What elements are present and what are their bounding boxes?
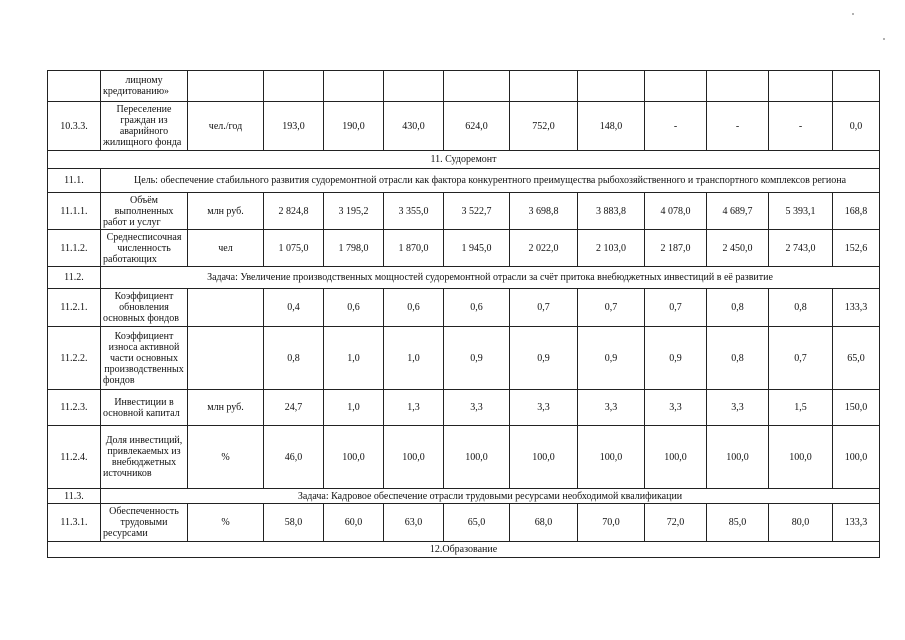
value-cell: 58,0 bbox=[264, 504, 324, 542]
value-cell: 2 743,0 bbox=[769, 230, 833, 267]
value-cell: 85,0 bbox=[707, 504, 769, 542]
value-cell: 1,0 bbox=[324, 327, 384, 390]
value-cell bbox=[578, 71, 645, 102]
value-cell: 72,0 bbox=[645, 504, 707, 542]
value-cell: - bbox=[645, 102, 707, 151]
table-row bbox=[48, 71, 880, 102]
row-name: Обеспеченность трудовыми ресурсами bbox=[101, 504, 188, 542]
row-name: Объём выполненных работ и услуг bbox=[101, 193, 188, 230]
row-code: 11.2.4. bbox=[48, 426, 101, 489]
value-cell: 3,3 bbox=[444, 390, 510, 426]
value-cell: 624,0 bbox=[444, 102, 510, 151]
row-unit: млн руб. bbox=[188, 193, 264, 230]
row-name: Доля инвестиций, привлекаемых из внебюджетных источников bbox=[101, 426, 188, 489]
row-unit bbox=[188, 327, 264, 390]
value-cell: 133,3 bbox=[833, 289, 880, 327]
table-row bbox=[48, 102, 880, 151]
row-name: Среднесписочная численность работающих bbox=[101, 230, 188, 267]
row-code: 11.1.2. bbox=[48, 230, 101, 267]
value-cell: 0,6 bbox=[384, 289, 444, 327]
table-row bbox=[48, 230, 880, 267]
value-cell: 0,8 bbox=[264, 327, 324, 390]
value-cell: 0,6 bbox=[444, 289, 510, 327]
row-unit bbox=[188, 71, 264, 102]
table-row bbox=[48, 426, 880, 489]
row-code: 10.3.3. bbox=[48, 102, 101, 151]
section-title-row bbox=[48, 542, 880, 558]
value-cell: 24,7 bbox=[264, 390, 324, 426]
value-cell: 3 355,0 bbox=[384, 193, 444, 230]
value-cell: 4 689,7 bbox=[707, 193, 769, 230]
value-cell: 3,3 bbox=[578, 390, 645, 426]
value-cell: 100,0 bbox=[324, 426, 384, 489]
value-cell: 2 824,8 bbox=[264, 193, 324, 230]
value-cell: 148,0 bbox=[578, 102, 645, 151]
section-title: 11. Судоремонт bbox=[48, 151, 880, 169]
scan-speck bbox=[852, 13, 854, 15]
task-code: 11.3. bbox=[48, 489, 101, 504]
value-cell: 3 522,7 bbox=[444, 193, 510, 230]
value-cell: 0,7 bbox=[769, 327, 833, 390]
row-name: Коэффициент обновления основных фондов bbox=[101, 289, 188, 327]
value-cell: 2 103,0 bbox=[578, 230, 645, 267]
value-cell: 193,0 bbox=[264, 102, 324, 151]
value-cell: 0,9 bbox=[510, 327, 578, 390]
section-title: 12.Образование bbox=[48, 542, 880, 558]
table-row bbox=[48, 327, 880, 390]
value-cell: 2 187,0 bbox=[645, 230, 707, 267]
value-cell: 1 075,0 bbox=[264, 230, 324, 267]
value-cell: - bbox=[769, 102, 833, 151]
value-cell: 0,9 bbox=[645, 327, 707, 390]
goal-text: Цель: обеспечение стабильного развития судоремонтной отрасли как фактора конкурентного преимущества рыбохозяйственного и транспортного комплексов региона bbox=[101, 169, 880, 193]
task-text: Задача: Кадровое обеспечение отрасли трудовыми ресурсами необходимой квалификации bbox=[101, 489, 880, 504]
row-unit: % bbox=[188, 426, 264, 489]
value-cell: 100,0 bbox=[444, 426, 510, 489]
value-cell: 5 393,1 bbox=[769, 193, 833, 230]
value-cell: 0,4 bbox=[264, 289, 324, 327]
value-cell: 0,6 bbox=[324, 289, 384, 327]
value-cell: 150,0 bbox=[833, 390, 880, 426]
value-cell: 0,9 bbox=[578, 327, 645, 390]
table-row bbox=[48, 390, 880, 426]
goal-row bbox=[48, 169, 880, 193]
value-cell: 3,3 bbox=[645, 390, 707, 426]
row-code: 11.1.1. bbox=[48, 193, 101, 230]
value-cell: 100,0 bbox=[510, 426, 578, 489]
value-cell: 70,0 bbox=[578, 504, 645, 542]
table-row bbox=[48, 504, 880, 542]
row-code: 11.2.1. bbox=[48, 289, 101, 327]
value-cell: 152,6 bbox=[833, 230, 880, 267]
value-cell: 100,0 bbox=[645, 426, 707, 489]
value-cell: 1 870,0 bbox=[384, 230, 444, 267]
row-code: 11.2.2. bbox=[48, 327, 101, 390]
value-cell bbox=[444, 71, 510, 102]
value-cell: 168,8 bbox=[833, 193, 880, 230]
value-cell: 3 195,2 bbox=[324, 193, 384, 230]
value-cell: 133,3 bbox=[833, 504, 880, 542]
value-cell: 1,0 bbox=[324, 390, 384, 426]
value-cell: 1,0 bbox=[384, 327, 444, 390]
row-name: Переселение граждан из аварийного жилищного фонда bbox=[101, 102, 188, 151]
value-cell bbox=[384, 71, 444, 102]
value-cell: 190,0 bbox=[324, 102, 384, 151]
value-cell: 0,0 bbox=[833, 102, 880, 151]
row-name: Коэффициент износа активной части основных производственных фондов bbox=[101, 327, 188, 390]
value-cell: 0,7 bbox=[645, 289, 707, 327]
value-cell bbox=[264, 71, 324, 102]
task-text: Задача: Увеличение производственных мощностей судоремонтной отрасли за счёт притока внебюджетных инвестиций в её развитие bbox=[101, 267, 880, 289]
value-cell: 1 798,0 bbox=[324, 230, 384, 267]
scan-speck bbox=[883, 38, 885, 40]
value-cell: 2 450,0 bbox=[707, 230, 769, 267]
value-cell: 100,0 bbox=[769, 426, 833, 489]
value-cell: 46,0 bbox=[264, 426, 324, 489]
value-cell: 100,0 bbox=[707, 426, 769, 489]
value-cell: 1 945,0 bbox=[444, 230, 510, 267]
goal-code: 11.1. bbox=[48, 169, 101, 193]
value-cell: 3 883,8 bbox=[578, 193, 645, 230]
value-cell: 3,3 bbox=[707, 390, 769, 426]
value-cell: 3,3 bbox=[510, 390, 578, 426]
value-cell bbox=[324, 71, 384, 102]
task-row bbox=[48, 267, 880, 289]
value-cell: 430,0 bbox=[384, 102, 444, 151]
row-code: 11.3.1. bbox=[48, 504, 101, 542]
row-name: Инвестиции в основной капитал bbox=[101, 390, 188, 426]
value-cell bbox=[510, 71, 578, 102]
value-cell: 65,0 bbox=[833, 327, 880, 390]
value-cell: 1,5 bbox=[769, 390, 833, 426]
value-cell: 100,0 bbox=[578, 426, 645, 489]
value-cell bbox=[707, 71, 769, 102]
table-row bbox=[48, 289, 880, 327]
value-cell: 752,0 bbox=[510, 102, 578, 151]
row-code bbox=[48, 71, 101, 102]
task-code: 11.2. bbox=[48, 267, 101, 289]
value-cell: 0,9 bbox=[444, 327, 510, 390]
value-cell: 68,0 bbox=[510, 504, 578, 542]
value-cell: 4 078,0 bbox=[645, 193, 707, 230]
row-unit bbox=[188, 289, 264, 327]
row-unit: чел bbox=[188, 230, 264, 267]
value-cell: 3 698,8 bbox=[510, 193, 578, 230]
value-cell: 100,0 bbox=[833, 426, 880, 489]
row-name: лицному кредитованию» bbox=[101, 71, 188, 102]
row-code: 11.2.3. bbox=[48, 390, 101, 426]
section-title-row bbox=[48, 151, 880, 169]
row-unit: чел./год bbox=[188, 102, 264, 151]
value-cell: 80,0 bbox=[769, 504, 833, 542]
indicators-table bbox=[47, 70, 880, 558]
value-cell: 1,3 bbox=[384, 390, 444, 426]
row-unit: % bbox=[188, 504, 264, 542]
value-cell: 60,0 bbox=[324, 504, 384, 542]
value-cell: - bbox=[707, 102, 769, 151]
value-cell: 63,0 bbox=[384, 504, 444, 542]
value-cell bbox=[833, 71, 880, 102]
table-row bbox=[48, 193, 880, 230]
value-cell: 2 022,0 bbox=[510, 230, 578, 267]
value-cell: 0,8 bbox=[707, 289, 769, 327]
task-row bbox=[48, 489, 880, 504]
value-cell bbox=[645, 71, 707, 102]
value-cell bbox=[769, 71, 833, 102]
row-unit: млн руб. bbox=[188, 390, 264, 426]
value-cell: 0,8 bbox=[707, 327, 769, 390]
value-cell: 100,0 bbox=[384, 426, 444, 489]
value-cell: 65,0 bbox=[444, 504, 510, 542]
value-cell: 0,8 bbox=[769, 289, 833, 327]
value-cell: 0,7 bbox=[578, 289, 645, 327]
value-cell: 0,7 bbox=[510, 289, 578, 327]
